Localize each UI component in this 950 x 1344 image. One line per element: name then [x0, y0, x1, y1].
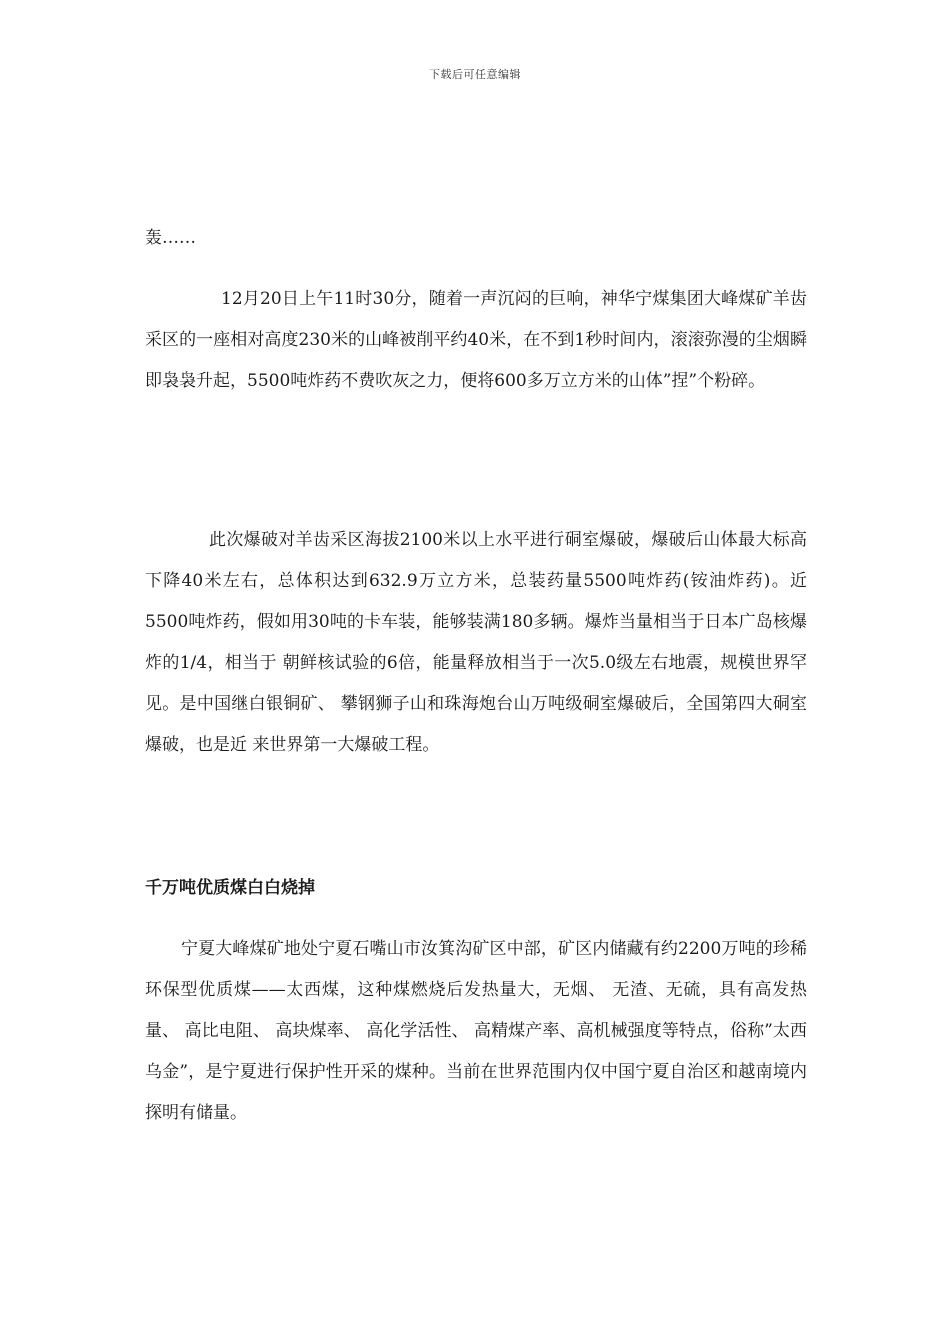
page-header-note: 下载后可任意编辑: [429, 68, 521, 81]
paragraph-blast-details: 此次爆破对羊齿采区海拔2100米以上水平进行硐室爆破，爆破后山体最大标高下降40米左右，总体积达到632.9万立方米，总装药量5500吨炸药(铵油炸药)。近5500吨炸药，假如用30吨的卡车装，能够装满180多辆。爆炸当量相当于日本广岛核爆炸的1/4，相当于 朝鲜核试验的6倍，能量释放相当于一次5.0级左右地震，规模世界罕见。是中国继白银铜矿、 攀钢狮子山和珠海炮台山万吨级硐室爆破后，全国第四大硐室爆破，也是近 来世界第一大爆破工程。: [145, 530, 807, 755]
continuation-text: 轰……: [145, 228, 196, 248]
section-heading: 千万吨优质煤白白烧掉: [145, 878, 315, 898]
paragraph-coal-description: 宁夏大峰煤矿地处宁夏石嘴山市汝箕沟矿区中部，矿区内储藏有约2200万吨的珍稀环保型优质煤——太西煤，这种煤燃烧后发热量大，无烟、 无渣、无硫，具有高发热量、 高比电阻、 高块煤率、 高化学活性、 高精煤产率、高机械强度等特点，俗称”太西乌金”，是宁夏进行保护性开采的煤种。当前在世界范围内仅中国宁夏自治区和越南境内探明有储量。: [145, 939, 807, 1123]
paragraph-blast-event: 12月20日上午11时30分，随着一声沉闷的巨响，神华宁煤集团大峰煤矿羊齿采区的一座相对高度230米的山峰被削平约40米，在不到1秒时间内，滚滚弥漫的尘烟瞬即袅袅升起，5500吨炸药不费吹灰之力，便将600多万立方米的山体”捏”个粉碎。: [145, 289, 807, 391]
